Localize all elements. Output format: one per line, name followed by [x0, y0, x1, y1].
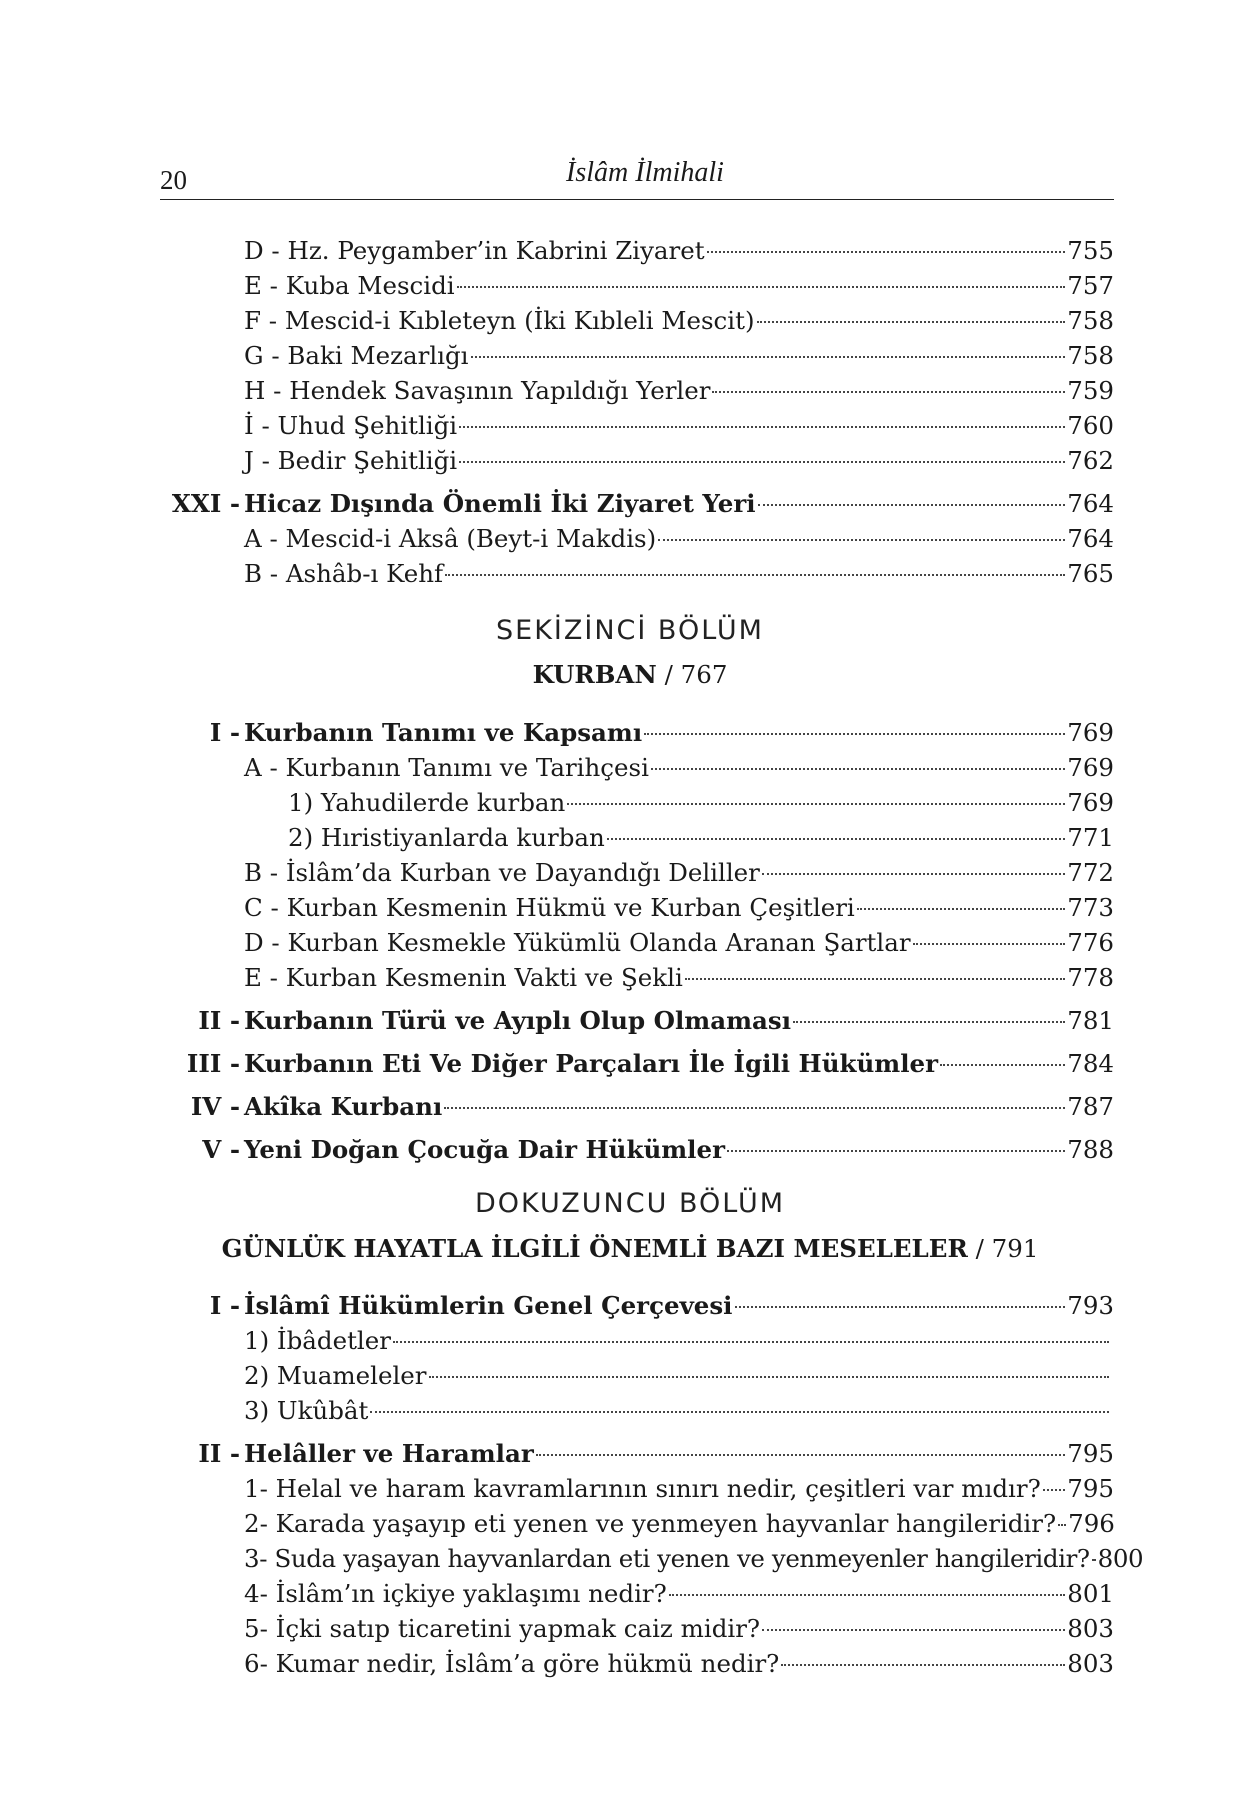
dot-leader — [459, 461, 1065, 463]
dot-leader — [707, 251, 1066, 253]
toc-entry — [244, 1506, 1114, 1541]
dot-leader — [762, 1629, 1065, 1631]
dot-leader — [857, 908, 1065, 910]
toc-entry — [244, 373, 1114, 408]
toc-entry-label: F - Mescid-i Kıbleteyn (İki Kıbleli Mescit) — [244, 306, 755, 335]
toc-entry-label: C - Kurban Kesmenin Hükmü ve Kurban Çeşitleri — [244, 893, 855, 922]
section-subtitle — [0, 658, 1260, 692]
dot-leader — [457, 286, 1066, 288]
toc-entry — [244, 268, 1114, 303]
toc-entry-label: 3- Suda yaşayan hayvanlardan eti yenen ve yenmeyenler hangileridir? — [244, 1544, 1090, 1573]
section-subtitle-text: KURBAN — [532, 660, 657, 689]
toc-entry-label: D - Kurban Kesmekle Yükümlü Olanda Aranan Şartlar — [244, 928, 911, 957]
dot-leader — [644, 733, 1065, 735]
toc-subentry — [288, 820, 1114, 855]
toc-entry — [244, 1323, 1111, 1358]
toc-entry-page: 769 — [1067, 753, 1114, 782]
toc-entry-page: 758 — [1067, 341, 1114, 370]
dot-leader — [1043, 1489, 1066, 1491]
toc-entry-label: İ - Uhud Şehitliği — [244, 411, 458, 440]
toc-main-label: Kurbanın Tanımı ve Kapsamı — [244, 718, 643, 747]
toc-entry-label: A - Mescid-i Aksâ (Beyt-i Makdis) — [244, 524, 657, 553]
toc-main-number: II - — [198, 1439, 240, 1468]
toc-entry-page: 762 — [1067, 446, 1114, 475]
toc-entry-page: 765 — [1067, 559, 1114, 588]
toc-main-number: III - — [186, 1049, 240, 1078]
toc-entry-page: 757 — [1067, 271, 1114, 300]
dot-leader — [781, 1664, 1065, 1666]
toc-entry-label: G - Baki Mezarlığı — [244, 341, 469, 370]
toc-entry — [244, 960, 1114, 995]
toc-main-page: 787 — [1067, 1092, 1114, 1121]
toc-entry-label: 6- Kumar nedir, İslâm’a göre hükmü nedir? — [244, 1649, 780, 1678]
toc-entry-label: 1) Yahudilerde kurban — [288, 788, 566, 817]
toc-entry-label: 2) Muameleler — [244, 1361, 427, 1390]
dot-leader — [758, 504, 1066, 506]
toc-entry-page: 771 — [1067, 823, 1114, 852]
toc-entry-page: 800 — [1097, 1544, 1144, 1573]
dot-leader — [429, 1376, 1109, 1378]
dot-leader — [393, 1341, 1109, 1343]
toc-entry-label: 5- İçki satıp ticaretini yapmak caiz midir? — [244, 1614, 761, 1643]
toc-main-entry — [198, 1003, 1114, 1038]
toc-main-label: Helâller ve Haramlar — [244, 1439, 534, 1468]
toc-entry-label: 2) Hıristiyanlarda kurban — [288, 823, 605, 852]
toc-main-entry — [198, 1436, 1114, 1471]
dot-leader — [445, 574, 1065, 576]
toc-entry-label: H - Hendek Savaşının Yapıldığı Yerler — [244, 376, 711, 405]
toc-entry-page: 755 — [1067, 236, 1114, 265]
toc-entry-label: 3) Ukûbât — [244, 1396, 369, 1425]
toc-entry-page: 795 — [1067, 1474, 1114, 1503]
toc-entry — [244, 303, 1114, 338]
dot-leader — [444, 1107, 1065, 1109]
toc-main-number: V - — [202, 1135, 240, 1164]
dot-leader — [669, 1594, 1065, 1596]
dot-leader — [685, 978, 1065, 980]
toc-main-entry — [171, 486, 1114, 521]
dot-leader — [1058, 1524, 1066, 1526]
toc-main-page: 781 — [1067, 1006, 1114, 1035]
toc-entry-page: 758 — [1067, 306, 1114, 335]
toc-entry — [244, 1611, 1114, 1646]
toc-main-page: 769 — [1067, 718, 1114, 747]
toc-entry — [244, 1358, 1111, 1393]
running-title: İslâm İlmihali — [566, 157, 724, 188]
dot-leader — [913, 943, 1066, 945]
toc-entry — [244, 1393, 1111, 1428]
dot-leader — [712, 391, 1065, 393]
toc-main-label: Akîka Kurbanı — [244, 1092, 443, 1121]
section-subtitle — [0, 1232, 1260, 1266]
toc-main-entry — [202, 1132, 1114, 1167]
toc-entry-label: A - Kurbanın Tanımı ve Tarihçesi — [244, 753, 649, 782]
toc-main-page: 764 — [1067, 489, 1114, 518]
toc-entry — [244, 443, 1114, 478]
header-rule — [160, 199, 1114, 200]
toc-entry-label: B - İslâm’da Kurban ve Dayandığı Deliller — [244, 858, 760, 887]
toc-entry — [244, 1541, 1144, 1576]
toc-entry — [244, 1576, 1114, 1611]
toc-entry-page: 759 — [1067, 376, 1114, 405]
dot-leader — [762, 873, 1065, 875]
toc-entry-label: B - Ashâb-ı Kehf — [244, 559, 444, 588]
toc-main-entry — [209, 715, 1114, 750]
toc-entry — [244, 521, 1114, 556]
toc-main-entry — [186, 1046, 1114, 1081]
toc-entry-label: J - Bedir Şehitliği — [244, 446, 458, 475]
dot-leader — [658, 539, 1065, 541]
toc-entry — [244, 338, 1114, 373]
toc-main-number: IV - — [190, 1092, 240, 1121]
dot-leader — [651, 768, 1065, 770]
toc-entry — [244, 556, 1114, 591]
toc-entry-page: 773 — [1067, 893, 1114, 922]
toc-main-label: Hicaz Dışında Önemli İki Ziyaret Yeri — [244, 489, 756, 518]
dot-leader — [1092, 1559, 1096, 1561]
toc-main-entry — [190, 1089, 1114, 1124]
toc-entry-page: 803 — [1067, 1614, 1114, 1643]
toc-entry-label: 2- Karada yaşayıp eti yenen ve yenmeyen hayvanlar hangileridir? — [244, 1509, 1057, 1538]
toc-entry — [244, 1646, 1114, 1681]
dot-leader — [793, 1021, 1065, 1023]
toc-main-page: 793 — [1067, 1291, 1114, 1320]
dot-leader — [735, 1306, 1066, 1308]
toc-entry-page: 769 — [1067, 788, 1114, 817]
dot-leader — [536, 1454, 1066, 1456]
section-title: SEKİZİNCİ BÖLÜM — [496, 615, 764, 646]
toc-entry-page: 776 — [1067, 928, 1114, 957]
toc-main-label: Kurbanın Eti Ve Diğer Parçaları İle İgili Hükümler — [244, 1049, 939, 1078]
toc-subentry — [288, 785, 1114, 820]
dot-leader — [459, 426, 1065, 428]
section-subtitle-text: GÜNLÜK HAYATLA İLGİLİ ÖNEMLİ BAZI MESELELER — [221, 1234, 968, 1263]
toc-main-page: 784 — [1067, 1049, 1114, 1078]
page-number: 20 — [160, 165, 187, 195]
toc-entry-label: 1) İbâdetler — [244, 1326, 391, 1355]
toc-entry-page: 760 — [1067, 411, 1114, 440]
toc-entry — [244, 1471, 1114, 1506]
toc-main-entry — [209, 1288, 1114, 1323]
toc-entry-label: D - Hz. Peygamber’in Kabrini Ziyaret — [244, 236, 705, 265]
toc-main-number: II - — [198, 1006, 240, 1035]
toc-main-page: 795 — [1067, 1439, 1114, 1468]
toc-main-number: XXI - — [171, 489, 240, 518]
toc-entry — [244, 925, 1114, 960]
section-subtitle-page: / 767 — [664, 660, 728, 689]
toc-entry — [244, 855, 1114, 890]
toc-entry-page: 778 — [1067, 963, 1114, 992]
toc-entry-page: 764 — [1067, 524, 1114, 553]
toc-entry-page: 801 — [1067, 1579, 1114, 1608]
toc-entry-page: 803 — [1067, 1649, 1114, 1678]
section-subtitle-page: / 791 — [975, 1234, 1039, 1263]
toc-entry-label: E - Kuba Mescidi — [244, 271, 455, 300]
dot-leader — [757, 321, 1066, 323]
toc-main-label: İslâmî Hükümlerin Genel Çerçevesi — [244, 1291, 733, 1320]
dot-leader — [370, 1411, 1109, 1413]
toc-main-number: I - — [209, 718, 240, 747]
toc-main-label: Yeni Doğan Çocuğa Dair Hükümler — [244, 1135, 725, 1164]
toc-entry — [244, 408, 1114, 443]
toc-entry-label: 4- İslâm’ın içkiye yaklaşımı nedir? — [244, 1579, 667, 1608]
toc-entry — [244, 890, 1114, 925]
toc-entry-label: E - Kurban Kesmenin Vakti ve Şekli — [244, 963, 683, 992]
section-title: DOKUZUNCU BÖLÜM — [474, 1188, 786, 1219]
toc-main-page: 788 — [1067, 1135, 1114, 1164]
toc-entry-page: 796 — [1068, 1509, 1115, 1538]
dot-leader — [727, 1150, 1065, 1152]
dot-leader — [471, 356, 1066, 358]
dot-leader — [567, 803, 1065, 805]
toc-entry — [244, 750, 1114, 785]
dot-leader — [940, 1064, 1065, 1066]
toc-entry-label: 1- Helal ve haram kavramlarının sınırı nedir, çeşitleri var mıdır? — [244, 1474, 1041, 1503]
toc-entry-page: 772 — [1067, 858, 1114, 887]
toc-entry — [244, 233, 1114, 268]
dot-leader — [607, 838, 1065, 840]
toc-main-label: Kurbanın Türü ve Ayıplı Olup Olmaması — [244, 1006, 792, 1035]
toc-main-number: I - — [209, 1291, 240, 1320]
